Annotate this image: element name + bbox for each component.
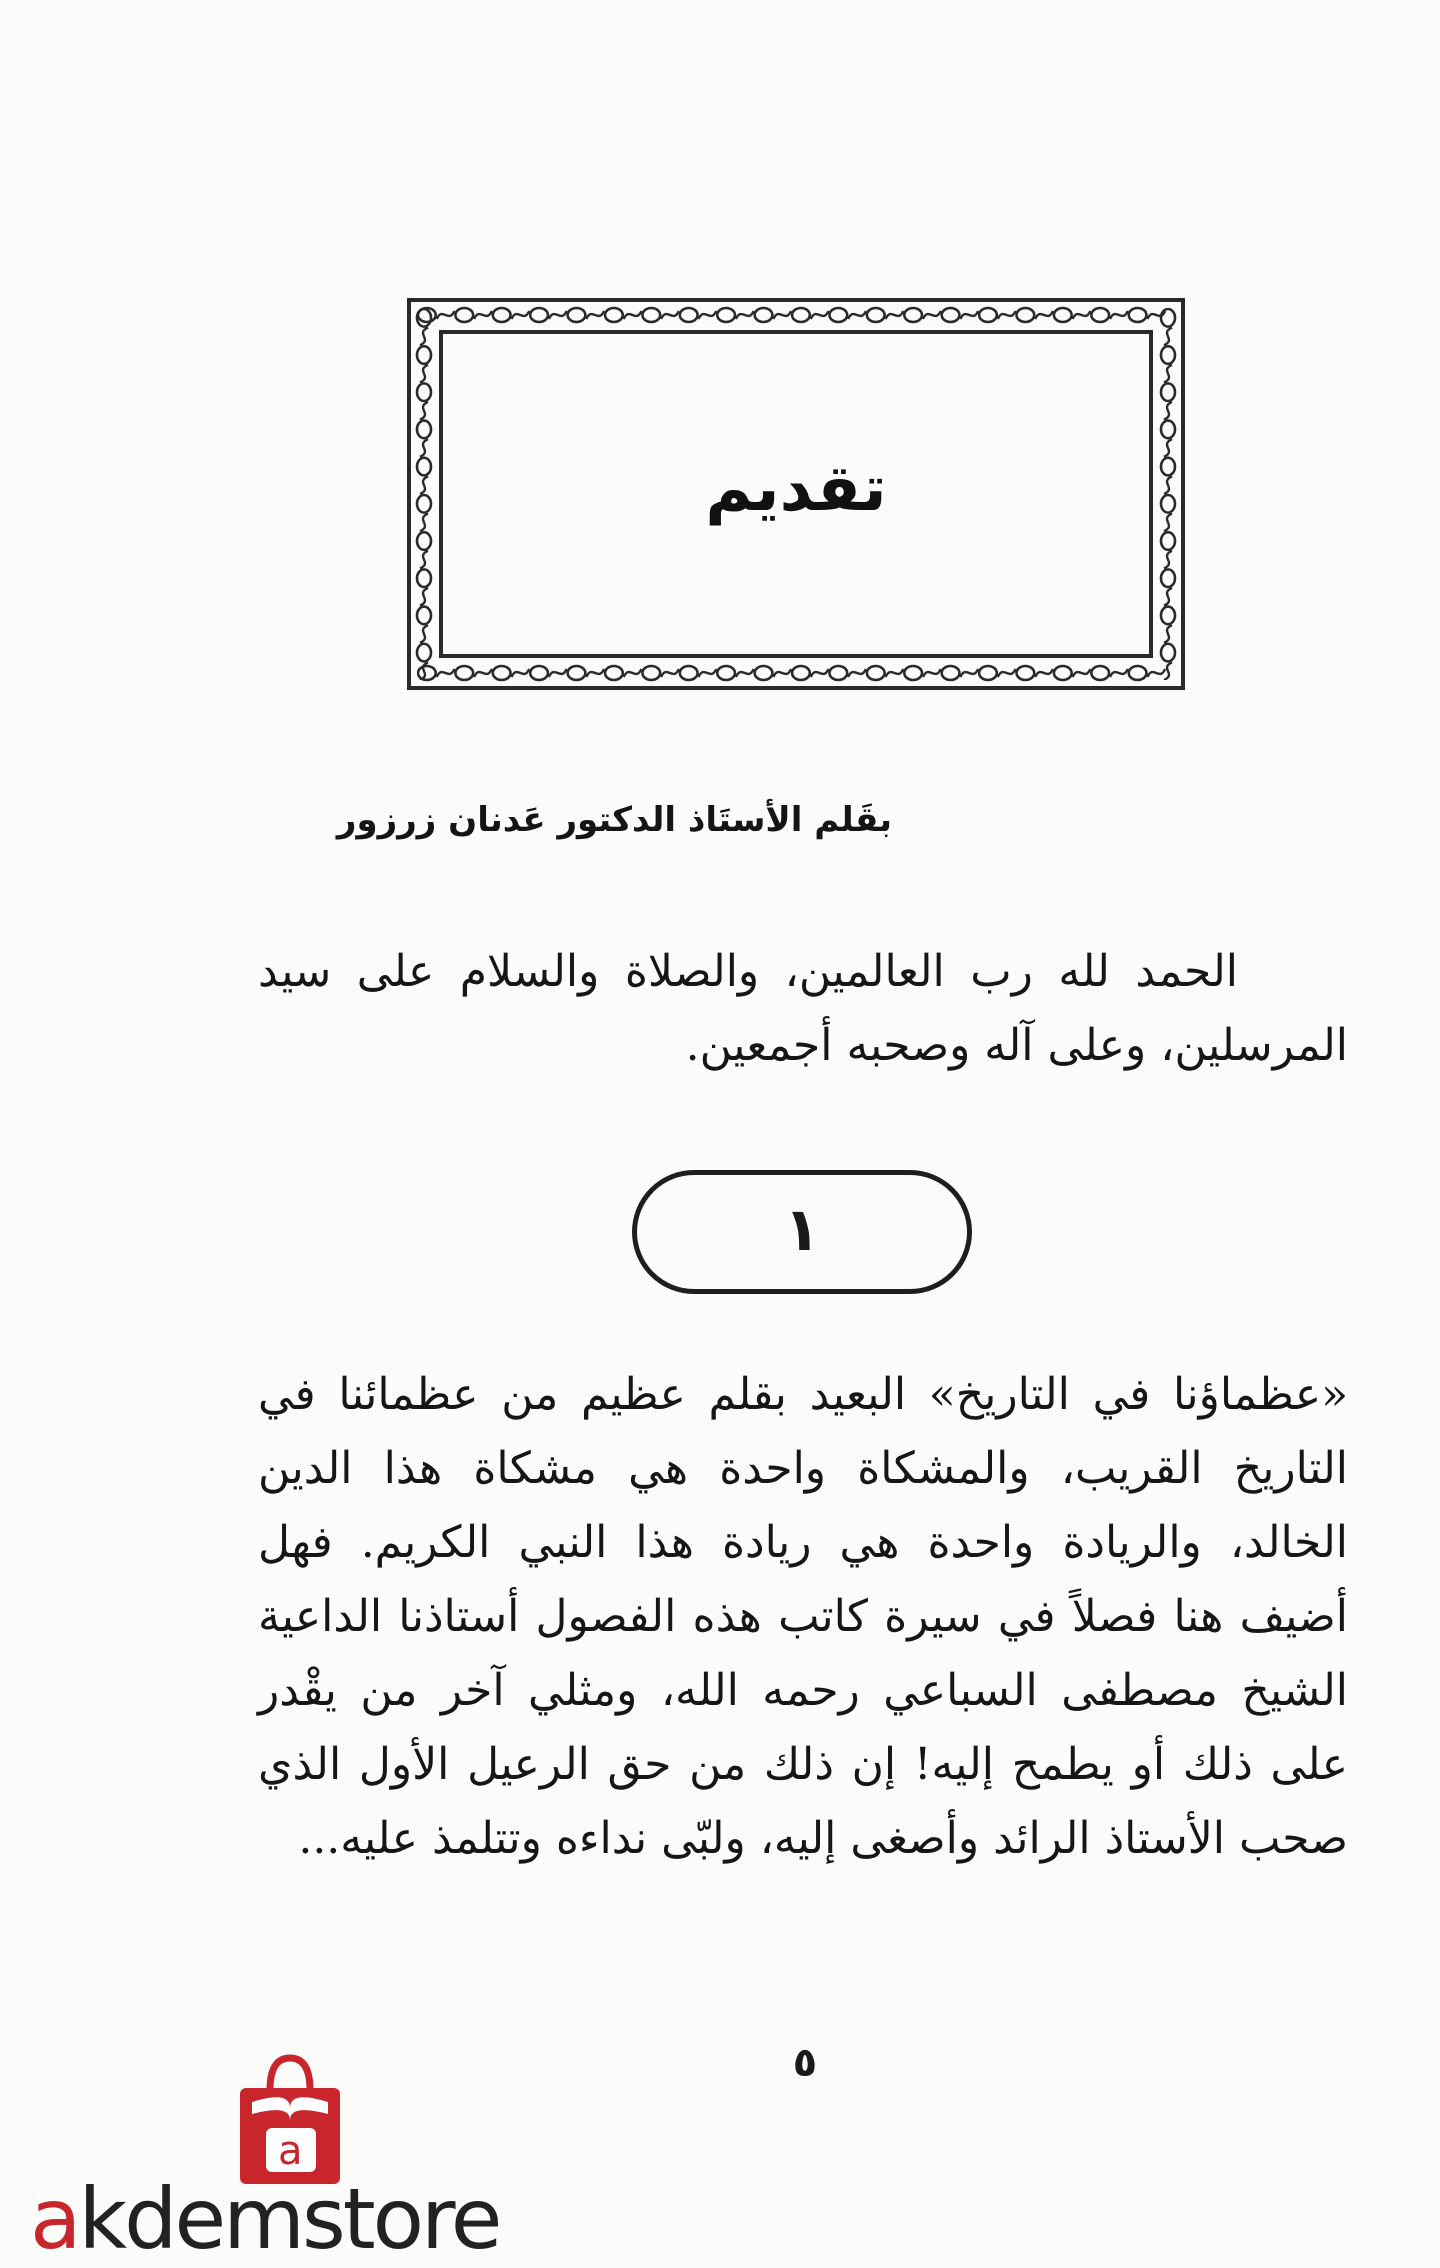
brand-name: akdemstore [30, 2170, 500, 2268]
brand-name-text: kdemstore [78, 2170, 500, 2268]
page-title: تقديم [705, 452, 887, 526]
intro-paragraph [258, 935, 1348, 1083]
author-byline: بقَلم الأستَاذ الدكتور عَدنان زرزور [336, 800, 892, 840]
section-number: ١ [783, 1195, 821, 1265]
frame-ornament-top [417, 304, 1175, 326]
ornamental-title-frame [407, 298, 1185, 690]
body-paragraph-text: «عظماؤنا في التاريخ» البعيد بقلم عظيم من عظمائنا في التاريخ القريب، والمشكاة واحدة هي مشكاة هذا الدين الخالد، والريادة واحدة هي ريادة هذا النبي الكريم. فهل أضيف هنا فصلاً في سيرة كاتب هذه الفصول أستاذنا الداعية الشيخ مصطفى السباعي رحمه الله، ومثلي آخر من يقْدر على ذلك أو يطمح إليه! إن ذلك من حق الرعيل الأول الذي صحب الأستاذ الرائد وأصغى إليه، ولبّى نداءه وتتلمذ عليه... [258, 1369, 1348, 1864]
shopping-bag-book-icon [230, 2050, 350, 2190]
intro-paragraph-text: الحمد لله رب العالمين، والصلاة والسلام على سيد المرسلين، وعلى آله وصحبه أجمعين. [258, 946, 1348, 1071]
body-paragraph [258, 1358, 1348, 1876]
frame-ornament-bottom [417, 662, 1175, 684]
page-number: ٥ [792, 2040, 818, 2086]
svg-text:a: a [278, 2128, 303, 2174]
section-number-badge [632, 1170, 972, 1294]
watermark-logo [30, 2050, 550, 2268]
